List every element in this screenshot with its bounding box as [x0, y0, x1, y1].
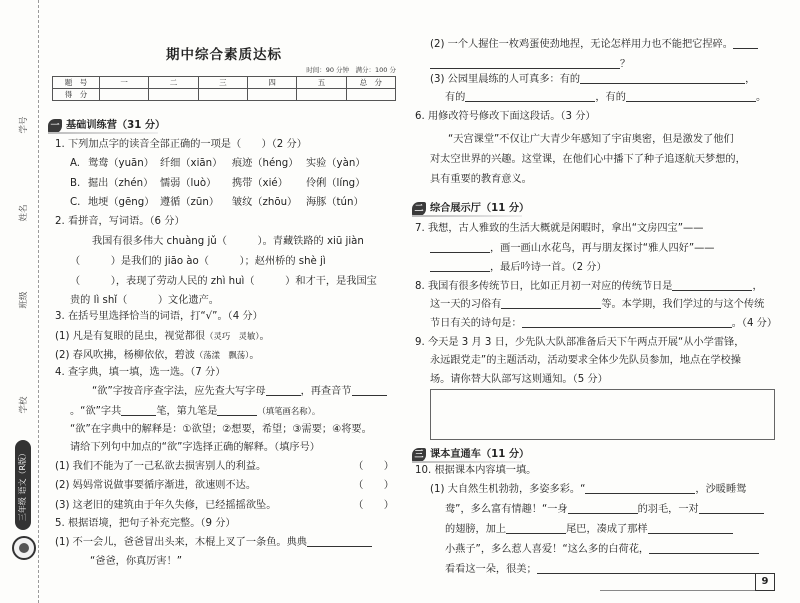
score-table-header-row	[53, 77, 396, 89]
q5-item-text: (1) 不一会儿，爸爸冒出头来，木棍上叉了一条鱼。典典	[55, 537, 307, 548]
q10-text: 的翅膀，加上	[445, 524, 507, 535]
score-cell	[149, 89, 198, 101]
option-word: 携带（xié）	[232, 178, 288, 189]
answer-blank	[580, 72, 745, 84]
answer-blank	[266, 384, 301, 396]
q5-item-1-quote: “爸爸，你真厉害！”	[90, 556, 183, 567]
score-table-header: 题 号	[53, 77, 100, 89]
q7-text: ，画一画山水花鸟，再与朋友探讨“雅人四好”——	[490, 243, 715, 254]
q2-line: 贵的 lì shǐ（ ）文化遗产。	[70, 295, 219, 306]
q3-item-text: (1) 凡是有复眼的昆虫，视觉都很	[55, 331, 206, 342]
answer-paren: （ ）	[353, 500, 394, 511]
q4-item-text: (1) 我们不能为了一己私欲去损害别人的利益。	[55, 461, 267, 472]
margin-label-name: 姓名	[19, 204, 29, 222]
notice-writing-box	[430, 389, 775, 440]
q5-item-end: ？	[620, 59, 631, 70]
q3-item-1	[55, 328, 396, 344]
q8-text: 。（4 分）	[731, 318, 778, 329]
q3-item-2	[55, 347, 396, 363]
option-word: 地埂（gēng）	[88, 197, 155, 208]
score-cell	[297, 89, 346, 101]
q5-item-comma: ，	[745, 74, 756, 85]
q4-stem: 4. 查字典，填一填，选一选。（7 分）	[55, 367, 226, 378]
q9-line: 场。请你替大队部写这则通知。（5 分）	[430, 374, 608, 385]
score-table-score-row	[53, 89, 396, 101]
q7-line-2	[430, 241, 778, 257]
answer-blank	[465, 90, 595, 102]
score-table-header: 总 分	[346, 77, 395, 89]
q6-paragraph-line: “天宫课堂”不仅让广大青少年感知了宇宙奥密，但是激发了他们	[448, 134, 734, 145]
q10-text: 看看这一朵，很美；	[445, 564, 537, 575]
q8-text: ，	[752, 281, 763, 292]
q10-line-3	[445, 522, 778, 538]
answer-blank	[506, 522, 566, 534]
answer-blank	[585, 482, 695, 494]
q5-text: 有的	[445, 92, 466, 103]
score-table-header: 四	[247, 77, 296, 89]
q8-line-3	[430, 316, 778, 332]
option-label: B.	[70, 178, 81, 189]
footer-rule	[600, 590, 755, 591]
q8-line-2	[430, 297, 778, 313]
score-table-header: 五	[297, 77, 346, 89]
option-word: 掘出（zhén）	[88, 178, 154, 189]
answer-blank	[352, 384, 387, 396]
margin-label-school: 学校	[19, 396, 29, 414]
q4-note: （填笔画名称）。	[257, 406, 321, 416]
q5-stem: 5. 根据语境，把句子补充完整。（9 分）	[55, 518, 236, 529]
answer-blank	[626, 90, 756, 102]
answer-blank	[522, 316, 732, 328]
option-word: 鸳鸯（yuān）	[88, 158, 154, 169]
q6-paragraph-line: 对太空世界的兴趣。这堂课，在他们心中播下了种子追逐航天梦想的，	[430, 154, 746, 165]
margin-label-class: 班级	[19, 291, 29, 309]
q5-text: 。	[755, 92, 767, 103]
score-table-header: 三	[198, 77, 247, 89]
answer-paren: （ ）	[353, 480, 394, 491]
page-number: 9	[755, 573, 775, 591]
section-header-2	[412, 201, 529, 217]
score-cell	[247, 89, 296, 101]
section-underline	[48, 132, 158, 134]
q3-item-end: 。	[259, 331, 270, 342]
q4-line-1	[92, 384, 396, 400]
q10-text: 尾巴，凑成了那样	[566, 524, 648, 535]
q4-line-2	[70, 403, 396, 419]
q8-text: 这一天的习俗有	[430, 299, 502, 310]
q6-stem: 6. 用修改符号修改下面这段话。（3 分）	[415, 111, 596, 122]
option-word: 纤细（xiān）	[160, 158, 223, 169]
q4-definitions: “欲”在字典中的解释是：①欲望；②想要，希望；③需要；④将要。	[70, 424, 372, 435]
q10-text: 鸯”，多么富有情趣！“一身	[445, 504, 568, 515]
q7-text: ，最后吟诗一首。（2 分）	[490, 262, 607, 273]
q8-text: 8. 我国有很多传统节日，比如正月初一对应的传统节日是	[415, 281, 673, 292]
q7-line-3	[430, 260, 778, 276]
q10-text: 小燕子”，多么惹人喜爱！“这么多的白荷花，	[445, 544, 650, 555]
q2-line: （ ），表现了劳动人民的 zhì huì（ ）和才干，是我国宝	[70, 276, 377, 287]
q5-item-text: (3) 公园里晨练的人可真多：有的	[430, 74, 581, 85]
q10-text: 的羽毛，一对	[637, 504, 699, 515]
option-label: C.	[70, 197, 81, 208]
q2-line: （ ）是我们的 jiāo ào（ ）；赵州桥的 shè jì	[70, 256, 326, 267]
q3-item-choice: （荡漾 飘荡）	[194, 350, 250, 360]
q3-item-choice: （灵巧 灵敏）	[205, 331, 260, 341]
q2-line: 我国有很多伟大 chuàng jǔ（ ）。青藏铁路的 xiū jiàn	[92, 236, 364, 247]
option-word: 海豚（tún）	[306, 197, 364, 208]
option-word: 遵循（zūn）	[160, 197, 220, 208]
q4-text: 笔，第九笔是	[156, 406, 218, 417]
q4-item-1	[55, 459, 394, 475]
option-word: 懦弱（luò）	[160, 178, 217, 189]
q10-text: ，沙暖睡鸳	[695, 484, 747, 495]
q4-text: 。“欲”字共	[70, 406, 122, 417]
answer-blank	[699, 502, 764, 514]
score-cell	[346, 89, 395, 101]
q5-item-2-cont	[430, 57, 778, 73]
answer-blank	[568, 502, 638, 514]
q7-line-1: 7. 我想，古人雅致的生活大概就是闲暇时，拿出“文房四宝”——	[415, 223, 704, 234]
answer-blank	[649, 542, 759, 554]
publisher-logo-icon	[12, 536, 36, 560]
q10-line-2	[445, 502, 778, 518]
q5-text: ，有的	[595, 92, 626, 103]
page-title: 期中综合素质达标	[166, 47, 282, 63]
answer-blank	[733, 37, 758, 49]
section-number-badge: 二	[412, 202, 426, 216]
q10-line-5	[445, 562, 778, 578]
q4-text: ，再查音节	[300, 386, 352, 397]
section-title: 课本直通车（11 分）	[430, 449, 530, 460]
q8-text: 等。本学期，我们学过的与这个传统	[601, 299, 765, 310]
section-header-3	[412, 447, 529, 463]
grade-subject-badge: 三年级 语文（R版）	[15, 440, 31, 530]
q4-text: “欲”字按音序查字法，应先查大写字母	[92, 386, 266, 397]
q5-item-text: (2) 一个人握住一枚鸡蛋使劲地捏，无论怎样用力也不能把它捏碎。	[430, 39, 733, 50]
section-number-badge: 一	[48, 119, 62, 133]
section-title: 综合展示厅（11 分）	[430, 203, 530, 214]
q10-text: (1) 大自然生机勃勃，多姿多彩。“	[430, 484, 586, 495]
q6-paragraph-line: 具有重要的教育意义。	[430, 174, 532, 185]
score-table	[52, 76, 396, 101]
q5-item-3-cont	[445, 90, 778, 106]
answer-paren: （ ）	[353, 461, 394, 472]
q10-line-1	[430, 482, 778, 498]
option-label: A.	[70, 158, 81, 169]
answer-blank	[672, 279, 752, 291]
q3-item-text: (2) 春风吹拂，杨柳依依，碧波	[55, 350, 195, 361]
score-cell	[100, 89, 149, 101]
q4-item-text: (2) 妈妈常说做事要循序渐进，欲速则不达。	[55, 480, 257, 491]
q4-instruction: 请给下列句中加点的“欲”字选择正确的解释。（填序号）	[70, 442, 320, 453]
score-table-header: 二	[149, 77, 198, 89]
q2-stem: 2. 看拼音，写词语。（6 分）	[55, 216, 185, 227]
q4-item-3	[55, 498, 394, 514]
q10-stem: 10. 根据课本内容填一填。	[415, 465, 537, 476]
q8-line-1	[415, 279, 778, 295]
time-score-info: 时间：90 分钟 满分：100 分	[306, 66, 396, 74]
answer-blank	[217, 404, 257, 416]
q4-item-text: (3) 这老旧的建筑由于年久失修，已经摇摇欲坠。	[55, 500, 277, 511]
option-word: 皱纹（zhōu）	[232, 197, 298, 208]
answer-blank	[501, 297, 601, 309]
q5-item-2	[430, 37, 778, 53]
q5-item-3	[430, 72, 778, 88]
q3-item-end: 。	[249, 350, 260, 361]
option-word: 伶俐（líng）	[306, 178, 366, 189]
q3-stem: 3. 在括号里选择恰当的词语，打“√”。（4 分）	[55, 311, 263, 322]
margin-label-student-no: 学号	[19, 116, 29, 134]
section-title: 基础训练营（31 分）	[66, 120, 166, 131]
score-cell	[198, 89, 247, 101]
q9-line: 9. 今天是 3 月 3 日，少先队大队部准备后天下午两点开展“从小学雷锋，	[415, 337, 745, 348]
answer-blank	[430, 241, 490, 253]
q4-item-2	[55, 478, 394, 494]
q10-line-4	[445, 542, 778, 558]
section-number-badge: 三	[412, 448, 426, 462]
binding-line	[38, 0, 39, 603]
answer-blank	[430, 260, 490, 272]
q5-item-1	[55, 535, 396, 551]
option-word: 痕迹（héng）	[232, 158, 299, 169]
answer-blank	[121, 404, 156, 416]
answer-blank	[537, 562, 757, 574]
q8-text: 节日有关的诗句是：	[430, 318, 522, 329]
q1-stem: 1. 下列加点字的读音全部正确的一项是（ ）（2 分）	[55, 139, 307, 150]
answer-blank	[430, 57, 620, 69]
score-table-header: 一	[100, 77, 149, 89]
section-header-1	[48, 118, 165, 134]
option-word: 实验（yàn）	[306, 158, 366, 169]
score-row-label: 得 分	[53, 89, 100, 101]
q9-line: 永远跟党走”的主题活动，活动要求全体少先队员参加，地点在学校操	[430, 355, 741, 366]
section-underline	[412, 215, 522, 217]
answer-blank	[307, 535, 372, 547]
answer-blank	[648, 522, 733, 534]
